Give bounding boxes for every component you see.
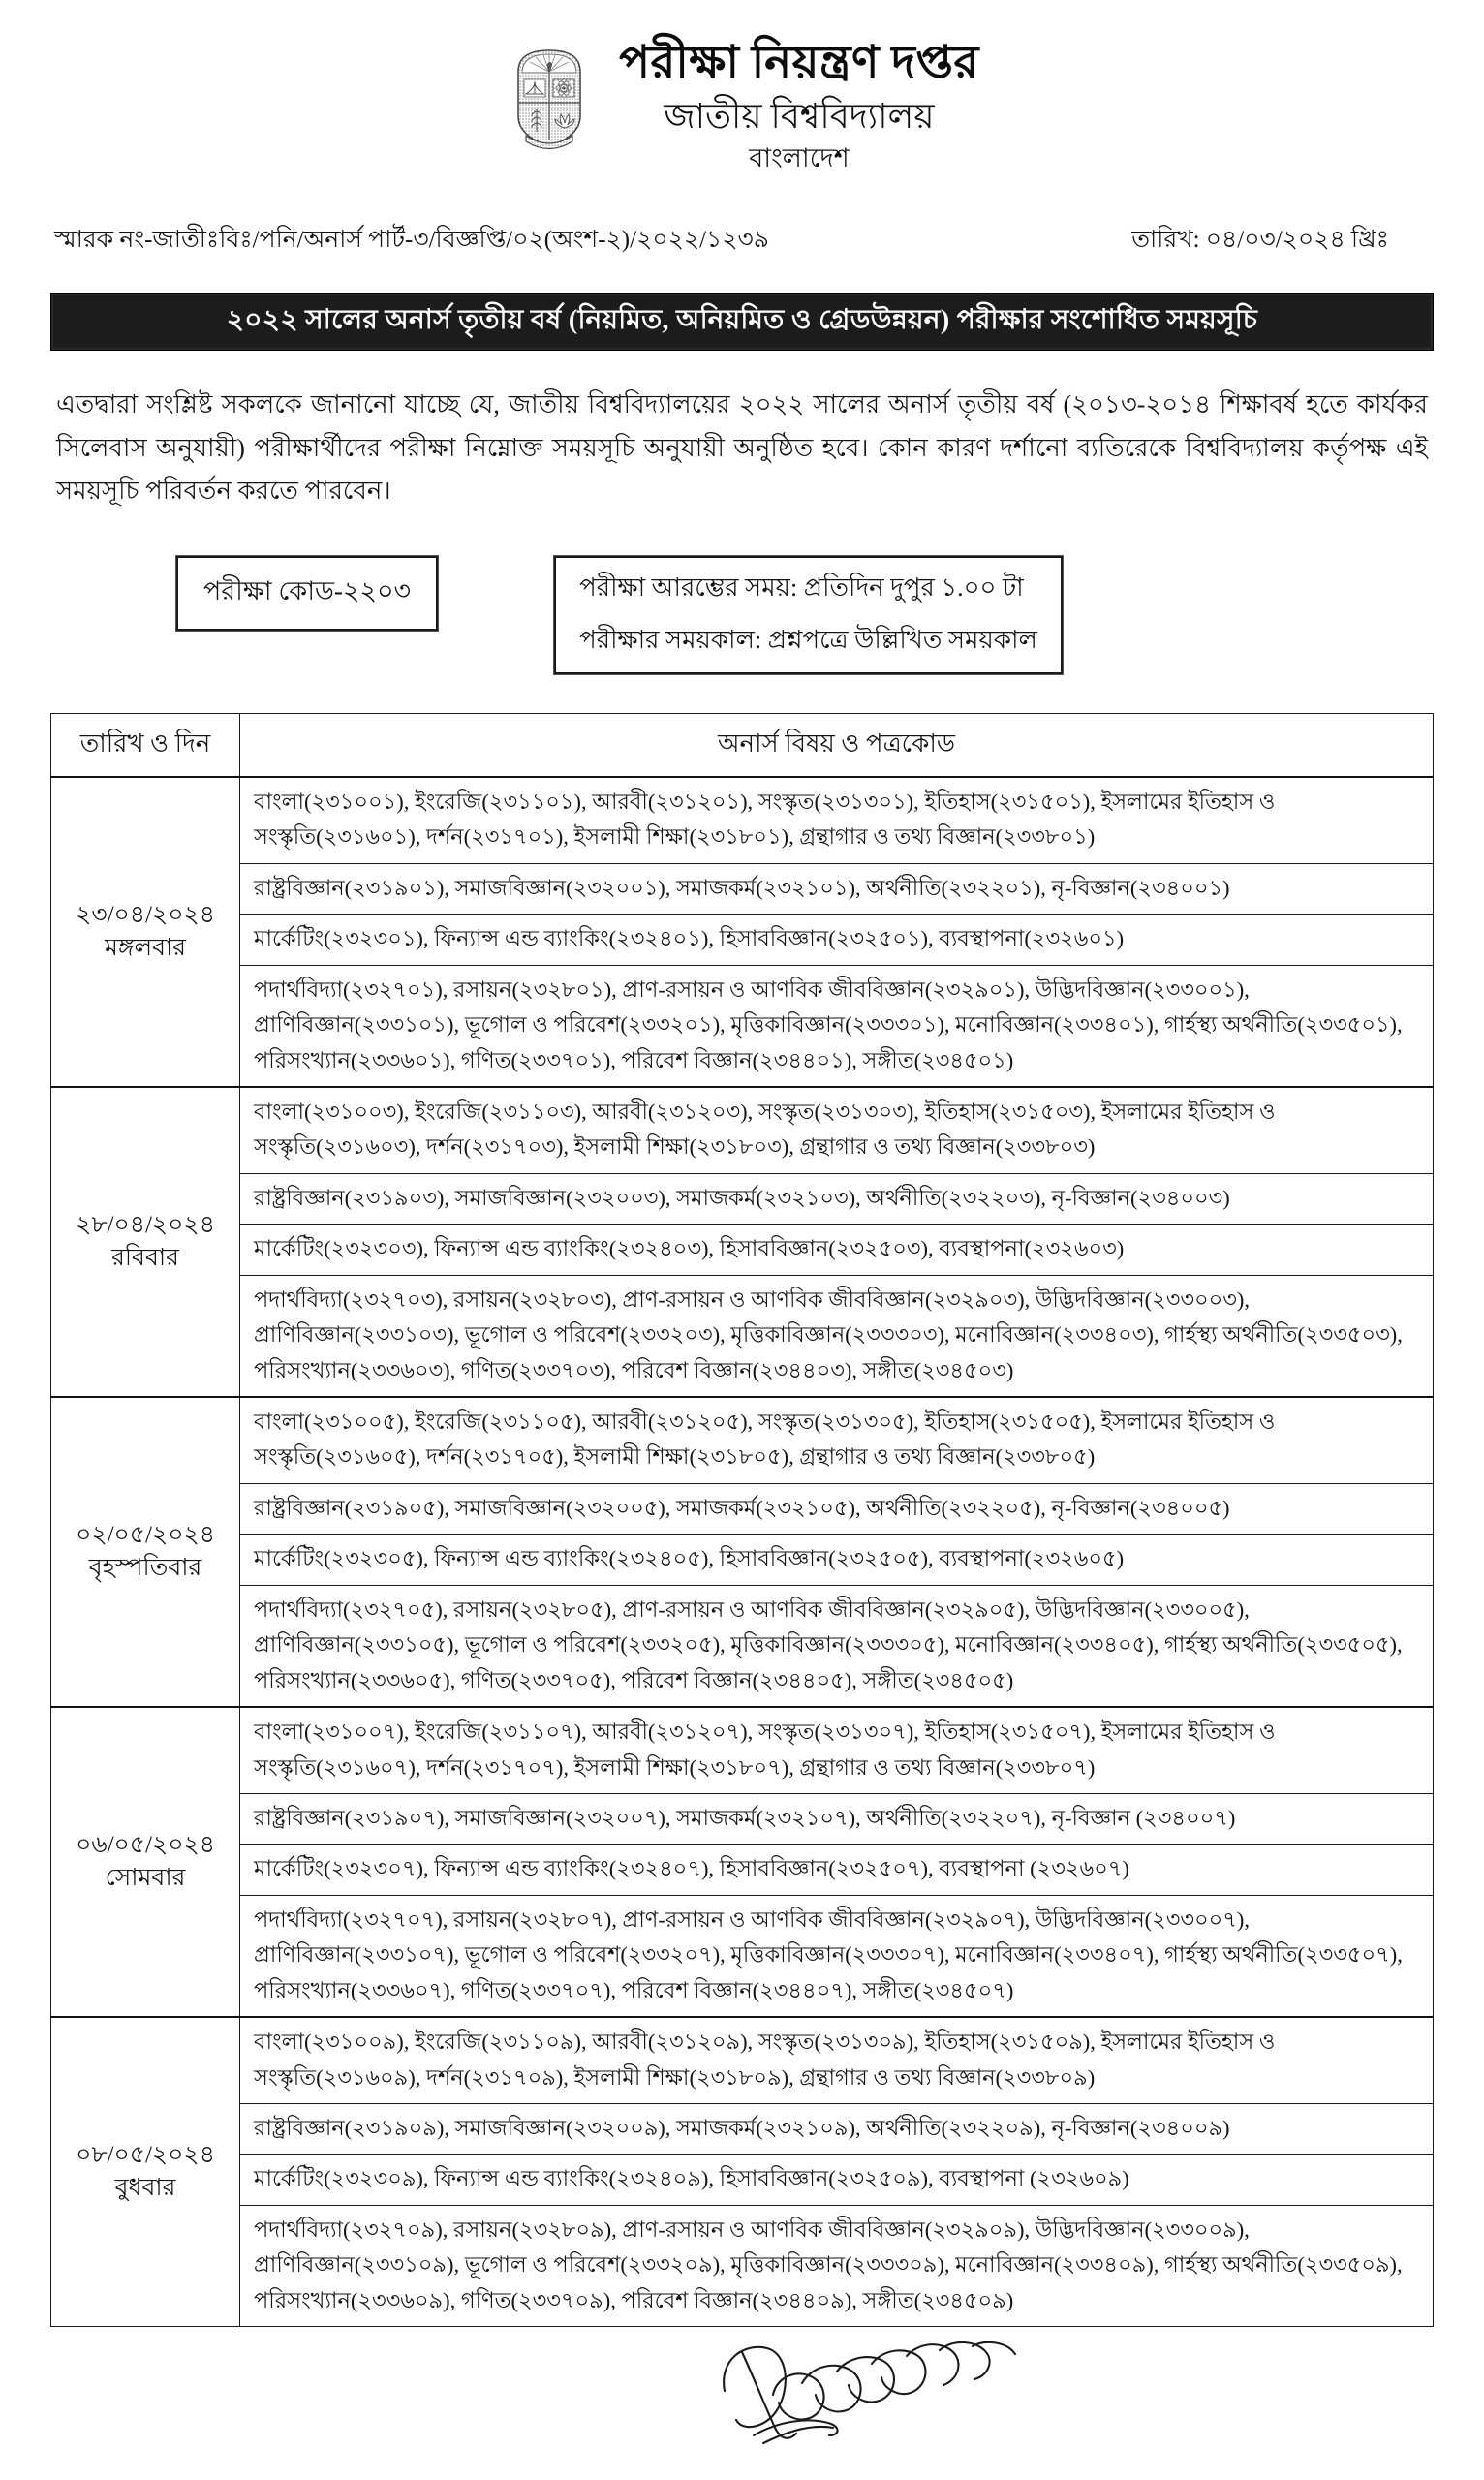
table-row xyxy=(51,1534,1434,1585)
exam-day: বুধবার xyxy=(114,2175,176,2202)
table-row xyxy=(51,1707,1434,1793)
notice-body-paragraph: এতদ্বারা সংশ্লিষ্ট সকলকে জানানো যাচ্ছে যে, জাতীয় বিশ্ববিদ্যালয়ের ২০২২ সালের অনার্স তৃতীয় বর্ষ (২০১৩-২০১৪ শিক্ষাবর্ষ হতে কার্যকর সিলেবাস অনুযায়ী) পরীক্ষার্থীদের পরীক্ষা নিম্নোক্ত সময়সূচি অনুযায়ী অনুষ্ঠিত হবে। কোন কারণ দর্শানো ব্যতিরেকে বিশ্ববিদ্যালয় কর্তৃপক্ষ এই সময়সূচি পরিবর্তন করতে পারবেন। xyxy=(56,389,1428,506)
subject-cell: রাষ্ট্রবিজ্ঞান(২৩১৯০৫), সমাজবিজ্ঞান(২৩২০০৫), সমাজকর্ম(২৩২১০৫), অর্থনীতি(২৩২২০৫), নৃ-বিজ্ঞান(২৩৪০০৫) xyxy=(240,1483,1434,1534)
exam-time-box xyxy=(554,556,1063,674)
table-row xyxy=(51,1087,1434,1173)
exam-date: ২৮/০৪/২০২৪ xyxy=(76,1212,215,1239)
table-row xyxy=(51,2205,1434,2326)
table-row xyxy=(51,777,1434,863)
table-row xyxy=(51,1585,1434,1707)
country-name: বাংলাদেশ xyxy=(749,143,850,173)
handwritten-signature-icon xyxy=(719,2339,1038,2464)
exam-day: বৃহস্পতিবার xyxy=(88,1555,202,1582)
exam-schedule-table xyxy=(50,713,1434,2327)
notice-title-banner: ২০২২ সালের অনার্স তৃতীয় বর্ষ (নিয়মিত, অনিয়মিত ও গ্রেডউন্নয়ন) পরীক্ষার সংশোধিত সময়সূচি xyxy=(50,293,1434,351)
subject-cell: মার্কেটিং(২৩২৩০৫), ফিন্যান্স এন্ড ব্যাংকিং(২৩২৪০৫), হিসাববিজ্ঞান(২৩২৫০৫), ব্যবস্থাপনা(২৩২৬০৫) xyxy=(240,1534,1434,1585)
subject-cell: বাংলা(২৩১০০৭), ইংরেজি(২৩১১০৭), আরবী(২৩১২০৭), সংস্কৃত(২৩১৩০৭), ইতিহাস(২৩১৫০৭), ইসলামের ইতিহাস ও সংস্কৃতি(২৩১৬০৭), দর্শন(২৩১৭০৭), ইসলামী শিক্ষা(২৩১৮০৭), গ্রন্থাগার ও তথ্য বিজ্ঞান(২৩৩৮০৭) xyxy=(240,1707,1434,1793)
exam-date: ০২/০৫/২০২৪ xyxy=(76,1522,215,1549)
subject-cell: মার্কেটিং(২৩২৩০৩), ফিন্যান্স এন্ড ব্যাংকিং(২৩২৪০৩), হিসাববিজ্ঞান(২৩২৫০৩), ব্যবস্থাপনা(২৩২৬০৩) xyxy=(240,1224,1434,1275)
date-cell xyxy=(51,2017,240,2327)
subject-cell: মার্কেটিং(২৩২৩০৯), ফিন্যান্স এন্ড ব্যাংকিং(২৩২৪০৯), হিসাববিজ্ঞান(২৩২৫০৯), ব্যবস্থাপনা (২৩২৬০৯) xyxy=(240,2154,1434,2205)
table-row xyxy=(51,1895,1434,2017)
subject-cell: বাংলা(২৩১০০৫), ইংরেজি(২৩১১০৫), আরবী(২৩১২০৫), সংস্কৃত(২৩১৩০৫), ইতিহাস(২৩১৫০৫), ইসলামের ইতিহাস ও সংস্কৃতি(২৩১৬০৫), দর্শন(২৩১৭০৫), ইসলামী শিক্ষা(২৩১৮০৫), গ্রন্থাগার ও তথ্য বিজ্ঞান(২৩৩৮০৫) xyxy=(240,1397,1434,1483)
university-crest-icon xyxy=(505,43,594,151)
table-row xyxy=(51,1793,1434,1844)
subject-cell: বাংলা(২৩১০০৩), ইংরেজি(২৩১১০৩), আরবী(২৩১২০৩), সংস্কৃত(২৩১৩০৩), ইতিহাস(২৩১৫০৩), ইসলামের ইতিহাস ও সংস্কৃতি(২৩১৬০৩), দর্শন(২৩১৭০৩), ইসলামী শিক্ষা(২৩১৮০৩), গ্রন্থাগার ও তথ্য বিজ্ঞান(২৩৩৮০৩) xyxy=(240,1087,1434,1173)
subject-cell: পদার্থবিদ্যা(২৩২৭০৩), রসায়ন(২৩২৮০৩), প্রাণ-রসায়ন ও আণবিক জীববিজ্ঞান(২৩২৯০৩), উদ্ভিদবিজ্ঞান(২৩৩০০৩), প্রাণিবিজ্ঞান(২৩৩১০৩), ভূগোল ও পরিবেশ(২৩৩২০৩), মৃত্তিকাবিজ্ঞান(২৩৩৩০৩), মনোবিজ্ঞান(২৩৩৪০৩), গার্হস্থ্য অর্থনীতি(২৩৩৫০৩), পরিসংখ্যান(২৩৩৬০৩), গণিত(২৩৩৭০৩), পরিবেশ বিজ্ঞান(২৩৪৪০৩), সঙ্গীত(২৩৪৫০৩) xyxy=(240,1275,1434,1397)
subject-cell: রাষ্ট্রবিজ্ঞান(২৩১৯০১), সমাজবিজ্ঞান(২৩২০০১), সমাজকর্ম(২৩২১০১), অর্থনীতি(২৩২২০১), নৃ-বিজ্ঞান(২৩৪০০১) xyxy=(240,863,1434,914)
subject-cell: পদার্থবিদ্যা(২৩২৭০৭), রসায়ন(২৩২৮০৭), প্রাণ-রসায়ন ও আণবিক জীববিজ্ঞান(২৩২৯০৭), উদ্ভিদবিজ্ঞান(২৩৩০০৭), প্রাণিবিজ্ঞান(২৩৩১০৭), ভূগোল ও পরিবেশ(২৩৩২০৭), মৃত্তিকাবিজ্ঞান(২৩৩৩০৭), মনোবিজ্ঞান(২৩৩৪০৭), গার্হস্থ্য অর্থনীতি(২৩৩৫০৭), পরিসংখ্যান(২৩৩৬০৭), গণিত(২৩৩৭০৭), পরিবেশ বিজ্ঞান(২৩৪৪০৭), সঙ্গীত(২৩৪৫০৭) xyxy=(240,1895,1434,2017)
table-row xyxy=(51,914,1434,965)
exam-date: ২৩/০৪/২০২৪ xyxy=(76,902,215,929)
table-row xyxy=(51,965,1434,1087)
date-cell xyxy=(51,1707,240,2017)
subject-cell: পদার্থবিদ্যা(২৩২৭০৫), রসায়ন(২৩২৮০৫), প্রাণ-রসায়ন ও আণবিক জীববিজ্ঞান(২৩২৯০৫), উদ্ভিদবিজ্ঞান(২৩৩০০৫), প্রাণিবিজ্ঞান(২৩৩১০৫), ভূগোল ও পরিবেশ(২৩৩২০৫), মৃত্তিকাবিজ্ঞান(২৩৩৩০৫), মনোবিজ্ঞান(২৩৩৪০৫), গার্হস্থ্য অর্থনীতি(২৩৩৫০৫), পরিসংখ্যান(২৩৩৬০৫), গণিত(২৩৩৭০৫), পরিবেশ বিজ্ঞান(২৩৪৪০৫), সঙ্গীত(২৩৪৫০৫) xyxy=(240,1585,1434,1707)
signature-area xyxy=(50,2333,1434,2478)
subject-cell: পদার্থবিদ্যা(২৩২৭০৯), রসায়ন(২৩২৮০৯), প্রাণ-রসায়ন ও আণবিক জীববিজ্ঞান(২৩২৯০৯), উদ্ভিদবিজ্ঞান(২৩৩০০৯), প্রাণিবিজ্ঞান(২৩৩১০৯), ভূগোল ও পরিবেশ(২৩৩২০৯), মৃত্তিকাবিজ্ঞান(২৩৩৩০৯), মনোবিজ্ঞান(২৩৩৪০৯), গার্হস্থ্য অর্থনীতি(২৩৩৫০৯), পরিসংখ্যান(২৩৩৬০৯), গণিত(২৩৩৭০৯), পরিবেশ বিজ্ঞান(২৩৪৪০৯), সঙ্গীত(২৩৪৫০৯) xyxy=(240,2205,1434,2326)
table-row xyxy=(51,863,1434,914)
date-cell xyxy=(51,1397,240,1707)
table-row xyxy=(51,2154,1434,2205)
info-boxes xyxy=(50,556,1434,674)
subject-cell: মার্কেটিং(২৩২৩০১), ফিন্যান্স এন্ড ব্যাংকিং(২৩২৪০১), হিসাববিজ্ঞান(২৩২৫০১), ব্যবস্থাপনা(২৩২৬০১) xyxy=(240,914,1434,965)
table-row xyxy=(51,1224,1434,1275)
header-subjects: অনার্স বিষয় ও পত্রকোড xyxy=(240,713,1434,777)
exam-duration: পরীক্ষার সময়কাল: প্রশ্নপত্রে উল্লিখিত সময়কাল xyxy=(579,625,1037,654)
subject-cell: রাষ্ট্রবিজ্ঞান(২৩১৯০৩), সমাজবিজ্ঞান(২৩২০০৩), সমাজকর্ম(২৩২১০৩), অর্থনীতি(২৩২২০৩), নৃ-বিজ্ঞান(২৩৪০০৩) xyxy=(240,1173,1434,1224)
exam-day: সোমবার xyxy=(105,1865,186,1892)
memo-number: স্মারক নং-জাতীঃবিঃ/পনি/অনার্স পার্ট-৩/বিজ্ঞপ্তি/০২(অংশ-২)/২০২২/১২৩৯ xyxy=(54,227,769,254)
exam-date: ০৮/০৫/২০২৪ xyxy=(76,2142,215,2169)
header-date-day: তারিখ ও দিন xyxy=(51,713,240,777)
subject-cell: পদার্থবিদ্যা(২৩২৭০১), রসায়ন(২৩২৮০১), প্রাণ-রসায়ন ও আণবিক জীববিজ্ঞান(২৩২৯০১), উদ্ভিদবিজ্ঞান(২৩৩০০১), প্রাণিবিজ্ঞান(২৩৩১০১), ভূগোল ও পরিবেশ(২৩৩২০১), মৃত্তিকাবিজ্ঞান(২৩৩৩০১), মনোবিজ্ঞান(২৩৩৪০১), গার্হস্থ্য অর্থনীতি(২৩৩৫০১), পরিসংখ্যান(২৩৩৬০১), গণিত(২৩৩৭০১), পরিবেশ বিজ্ঞান(২৩৪৪০১), সঙ্গীত(২৩৪৫০১) xyxy=(240,965,1434,1087)
exam-start-time: পরীক্ষা আরম্ভের সময়: প্রতিদিন দুপুর ১.০০ টা xyxy=(579,574,1024,603)
table-body xyxy=(51,777,1434,2327)
table-row xyxy=(51,1844,1434,1895)
table-row xyxy=(51,1275,1434,1397)
date-cell xyxy=(51,1087,240,1397)
letterhead xyxy=(50,0,1434,175)
subject-cell: বাংলা(২৩১০০১), ইংরেজি(২৩১১০১), আরবী(২৩১২০১), সংস্কৃত(২৩১৩০১), ইতিহাস(২৩১৫০১), ইসলামের ইতিহাস ও সংস্কৃতি(২৩১৬০১), দর্শন(২৩১৭০১), ইসলামী শিক্ষা(২৩১৮০১), গ্রন্থাগার ও তথ্য বিজ্ঞান(২৩৩৮০১) xyxy=(240,777,1434,863)
date-cell xyxy=(51,777,240,1087)
memo-row xyxy=(50,220,1434,262)
memo-date: তারিখ: ০৪/০৩/২০২৪ খ্রিঃ xyxy=(1131,227,1389,254)
subject-cell: বাংলা(২৩১০০৯), ইংরেজি(২৩১১০৯), আরবী(২৩১২০৯), সংস্কৃত(২৩১৩০৯), ইতিহাস(২৩১৫০৯), ইসলামের ইতিহাস ও সংস্কৃতি(২৩১৬০৯), দর্শন(২৩১৭০৯), ইসলামী শিক্ষা(২৩১৮০৯), গ্রন্থাগার ও তথ্য বিজ্ঞান(২৩৩৮০৯) xyxy=(240,2017,1434,2103)
exam-day: রবিবার xyxy=(111,1244,179,1271)
table-row xyxy=(51,2104,1434,2154)
table-row xyxy=(51,1173,1434,1224)
exam-date: ০৬/০৫/২০২৪ xyxy=(76,1832,215,1859)
university-name: জাতীয় বিশ্ববিদ্যালয় xyxy=(664,97,935,137)
table-row xyxy=(51,1483,1434,1534)
office-title: পরীক্ষা নিয়ন্ত্রণ দপ্তর xyxy=(619,38,979,88)
subject-cell: মার্কেটিং(২৩২৩০৭), ফিন্যান্স এন্ড ব্যাংকিং(২৩২৪০৭), হিসাববিজ্ঞান(২৩২৫০৭), ব্যবস্থাপনা (২৩২৬০৭) xyxy=(240,1844,1434,1895)
table-row xyxy=(51,2017,1434,2103)
table-row xyxy=(51,1397,1434,1483)
exam-code-box: পরীক্ষা কোড-২২০৩ xyxy=(176,556,438,631)
exam-day: মঙ্গলবার xyxy=(104,934,186,961)
subject-cell: রাষ্ট্রবিজ্ঞান(২৩১৯০৯), সমাজবিজ্ঞান(২৩২০০৯), সমাজকর্ম(২৩২১০৯), অর্থনীতি(২৩২২০৯), নৃ-বিজ্ঞান(২৩৪০০৯) xyxy=(240,2104,1434,2154)
subject-cell: রাষ্ট্রবিজ্ঞান(২৩১৯০৭), সমাজবিজ্ঞান(২৩২০০৭), সমাজকর্ম(২৩২১০৭), অর্থনীতি(২৩২২০৭), নৃ-বিজ্ঞান (২৩৪০০৭) xyxy=(240,1793,1434,1844)
table-header-row xyxy=(51,713,1434,777)
